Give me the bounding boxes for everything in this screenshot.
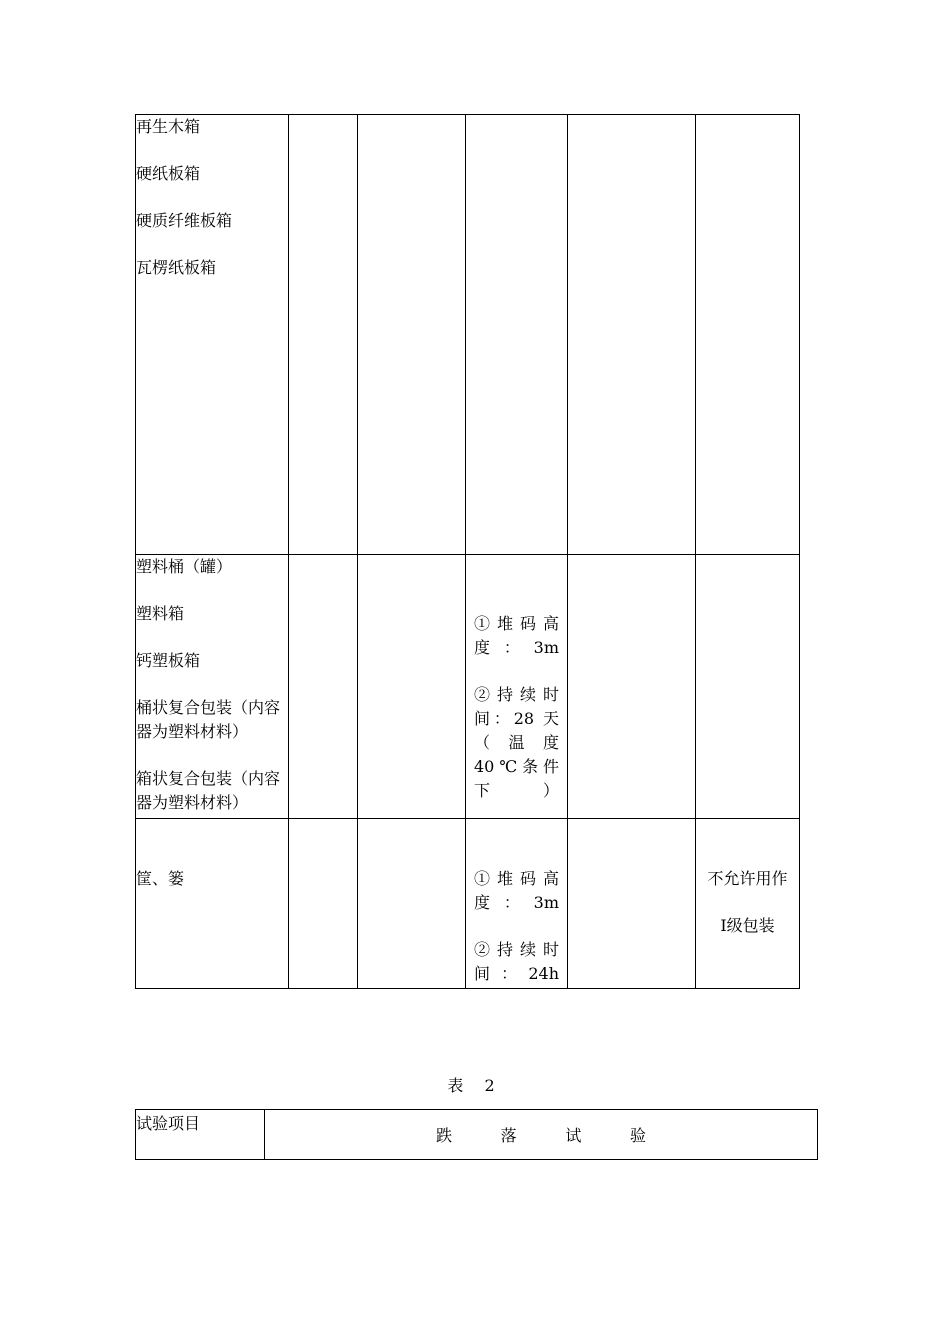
item-text: 再生木箱 bbox=[136, 117, 201, 136]
condition-cell bbox=[466, 115, 568, 555]
item-text: 箱状复合包装（内容器为塑料材料） bbox=[136, 769, 281, 812]
item-cell bbox=[136, 555, 289, 819]
header-label-cell bbox=[136, 1110, 265, 1160]
condition-text: ① 堆 码 高度：3m bbox=[474, 869, 559, 912]
item-text: 筐、篓 bbox=[136, 869, 185, 888]
table-row bbox=[136, 819, 800, 989]
table-row bbox=[136, 555, 800, 819]
empty-cell bbox=[568, 555, 696, 819]
remark-cell bbox=[696, 555, 800, 819]
empty-cell bbox=[358, 115, 466, 555]
drop-test-char: 试 bbox=[565, 1126, 582, 1145]
remark-cell bbox=[696, 115, 800, 555]
condition-cell bbox=[466, 555, 568, 819]
condition-text: ② 持 续 时间：28 天（ 温 度40℃条件下） bbox=[474, 685, 559, 800]
empty-cell bbox=[289, 555, 358, 819]
empty-cell bbox=[358, 555, 466, 819]
drop-test-table bbox=[135, 1109, 818, 1160]
table-row bbox=[136, 1110, 818, 1160]
condition-text: ① 堆 码 高度：3m bbox=[474, 614, 559, 657]
condition-text: ② 持 续 时间：24h bbox=[474, 940, 559, 983]
item-text: 塑料桶（罐） bbox=[136, 557, 233, 576]
table-row bbox=[136, 115, 800, 555]
item-text: 塑料箱 bbox=[136, 604, 185, 623]
stacking-test-table bbox=[135, 114, 800, 989]
remark-cell bbox=[696, 819, 800, 989]
table-caption: 表 2 bbox=[447, 1076, 503, 1095]
empty-cell bbox=[568, 115, 696, 555]
remark-text: 不允许用作 bbox=[707, 869, 788, 888]
drop-test-cell bbox=[265, 1110, 818, 1160]
drop-test-char: 跌 bbox=[436, 1126, 453, 1145]
empty-cell bbox=[289, 115, 358, 555]
empty-cell bbox=[289, 819, 358, 989]
item-text: 瓦楞纸板箱 bbox=[136, 258, 217, 277]
empty-cell bbox=[358, 819, 466, 989]
item-cell bbox=[136, 819, 289, 989]
empty-cell bbox=[568, 819, 696, 989]
header-label: 试验项目 bbox=[136, 1114, 201, 1133]
item-text: 硬纸板箱 bbox=[136, 164, 201, 183]
drop-test-title bbox=[436, 1123, 646, 1146]
item-text: 硬质纤维板箱 bbox=[136, 211, 233, 230]
item-text: 钙塑板箱 bbox=[136, 651, 201, 670]
remark-text: Ⅰ级包装 bbox=[720, 916, 775, 935]
drop-test-char: 验 bbox=[629, 1126, 646, 1145]
drop-test-char: 落 bbox=[500, 1126, 517, 1145]
item-cell bbox=[136, 115, 289, 555]
item-text: 桶状复合包装（内容器为塑料材料） bbox=[136, 698, 281, 741]
condition-cell bbox=[466, 819, 568, 989]
